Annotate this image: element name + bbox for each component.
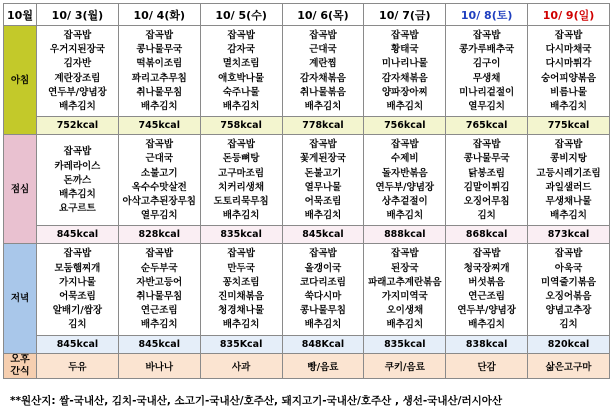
menu-item: 청국장찌개	[463, 262, 510, 274]
menu-item: 자반고등어	[136, 276, 183, 288]
menu-item: 고구마조림	[218, 167, 265, 179]
dinner-menu-cell	[364, 244, 446, 335]
menu-item: 숭어피양볶음	[541, 72, 597, 84]
menu-item: 취나물무침	[136, 291, 183, 303]
snack-cell: 사과	[200, 353, 282, 378]
kcal-cell: 845kcal	[37, 335, 119, 353]
breakfast-menu-cell	[118, 26, 200, 117]
menu-item: 순두부국	[140, 262, 178, 274]
menu-item: 쑥다시마	[304, 291, 342, 303]
menu-item: 잡곡밥	[309, 248, 337, 260]
menu-item: 옥수수맛살전	[131, 181, 187, 193]
menu-item: 배추김치	[550, 101, 587, 113]
dinner-menu-cell	[282, 244, 364, 335]
menu-item: 콩비지탕	[550, 153, 587, 165]
menu-item: 미나리겉절이	[459, 86, 515, 98]
breakfast-kcal-row	[4, 117, 610, 135]
menu-item: 연두부/양념장	[375, 181, 435, 193]
origin-note: **원산지: 쌀-국내산, 김치-국내산, 소고기-국내산/호주산, 돼지고기-국내산/호주산 , 생선-국내산/러시아산	[10, 395, 503, 407]
menu-item: 배추김치	[386, 101, 424, 113]
menu-item: 잡곡밥	[554, 248, 583, 260]
dinner-menu-cell	[37, 244, 119, 335]
menu-item: 김구이	[472, 58, 501, 70]
snack-cell: 바나나	[118, 353, 200, 378]
menu-item: 잡곡밥	[145, 30, 174, 41]
menu-item: 양념고추장	[545, 305, 592, 317]
lunch-menu-cell	[118, 135, 200, 226]
menu-item: 열무김치	[140, 210, 178, 222]
kcal-cell: 775kcal	[528, 117, 610, 135]
menu-item: 계란찜	[309, 58, 337, 70]
menu-item: 잡곡밥	[145, 248, 174, 260]
snack-cell: 빵/음료	[282, 353, 364, 378]
snack-cell: 삶은고구마	[528, 353, 610, 378]
breakfast-menu-cell	[364, 26, 446, 117]
menu-item: 잡곡밥	[472, 139, 501, 151]
menu-item: 잡곡밥	[227, 30, 255, 41]
breakfast-menu-cell	[37, 26, 119, 117]
lunch-label: 점심	[4, 135, 37, 244]
menu-item: 멸치조림	[222, 58, 260, 70]
menu-item: 무생채	[472, 72, 501, 84]
dinner-menu-cell	[118, 244, 200, 335]
menu-item: 김자반	[63, 58, 92, 70]
menu-item: 어묵조림	[59, 291, 96, 303]
menu-item: 청경채나물	[218, 305, 265, 317]
menu-item: 비름나물	[550, 86, 587, 98]
snack-row	[4, 353, 610, 378]
kcal-cell: 765kcal	[446, 117, 528, 135]
day-header: 10/ 7(금)	[364, 4, 446, 26]
weekly-meal-table	[3, 3, 610, 379]
day-header: 10/ 3(월)	[37, 4, 119, 26]
dinner-menu-cell	[446, 244, 528, 335]
menu-item: 어묵조림	[304, 196, 342, 208]
breakfast-menu-row	[4, 26, 610, 117]
menu-item: 수제비	[391, 153, 419, 165]
menu-item: 가지미역국	[381, 291, 428, 303]
lunch-menu-cell	[37, 135, 119, 226]
menu-item: 꽃게된장국	[300, 153, 346, 165]
kcal-cell: 845kcal	[37, 226, 119, 244]
menu-item: 카레라이스	[54, 160, 101, 172]
menu-item: 배추김치	[386, 210, 424, 222]
kcal-cell: 745kcal	[118, 117, 200, 135]
menu-item: 무생채나물	[545, 196, 592, 208]
menu-item: 버섯볶음	[468, 276, 505, 288]
menu-item: 잡곡밥	[472, 248, 501, 260]
menu-item: 잡곡밥	[63, 248, 92, 260]
kcal-cell: 756kcal	[364, 117, 446, 135]
month-label: 10월	[4, 4, 37, 26]
menu-item: 양파장아찌	[381, 86, 428, 98]
menu-item: 배추김치	[140, 101, 178, 113]
day-header: 10/ 6(목)	[282, 4, 364, 26]
menu-item: 잡곡밥	[227, 139, 255, 151]
menu-item: 배추김치	[59, 101, 96, 113]
menu-item: 근대국	[145, 153, 174, 165]
header-row	[4, 4, 610, 26]
menu-item: 고등시레기조림	[536, 167, 601, 179]
menu-item: 배추김치	[304, 319, 342, 331]
menu-item: 배추김치	[468, 319, 505, 331]
menu-item: 숙주나물	[222, 86, 260, 98]
kcal-cell: 845kcal	[118, 335, 200, 353]
menu-item: 연근조림	[468, 291, 505, 303]
menu-item: 잡곡밥	[554, 30, 583, 41]
menu-item: 연근조림	[140, 305, 178, 317]
snack-cell: 두유	[37, 353, 119, 378]
snack-cell: 단감	[446, 353, 528, 378]
lunch-menu-cell	[364, 135, 446, 226]
menu-item: 배추김치	[550, 210, 587, 222]
menu-item: 모둠햄찌개	[54, 262, 101, 274]
menu-item: 진미채볶음	[218, 291, 265, 303]
day-header: 10/ 8(토)	[446, 4, 528, 26]
menu-item: 치커리생채	[218, 181, 265, 193]
menu-item: 배추김치	[140, 319, 178, 331]
menu-item: 김말이튀김	[463, 181, 510, 193]
day-header: 10/ 4(화)	[118, 4, 200, 26]
menu-item: 오이생채	[386, 305, 424, 317]
menu-item: 취나물무침	[136, 86, 183, 98]
menu-item: 코다리조림	[300, 276, 346, 288]
menu-item: 잡곡밥	[391, 248, 419, 260]
menu-item: 잡곡밥	[145, 139, 174, 151]
menu-item: 올갱이국	[304, 262, 342, 274]
menu-item: 돈까스	[63, 174, 92, 186]
menu-item: 잡곡밥	[63, 30, 92, 41]
menu-item: 계란장조림	[54, 72, 101, 84]
menu-item: 미역줄기볶음	[541, 276, 597, 288]
menu-item: 애호박나물	[218, 72, 265, 84]
menu-item: 열무김치	[468, 101, 505, 113]
menu-item: 꽈리고추무침	[131, 72, 187, 84]
kcal-cell: 778kcal	[282, 117, 364, 135]
menu-item: 돌자반볶음	[381, 167, 428, 179]
menu-item: 잡곡밥	[391, 139, 419, 151]
menu-item: 파래고추계란볶음	[368, 276, 442, 288]
kcal-cell: 868kcal	[446, 226, 528, 244]
menu-item: 콩나물무국	[463, 153, 510, 165]
lunch-menu-row	[4, 135, 610, 226]
lunch-menu-cell	[200, 135, 282, 226]
menu-item: 잡곡밥	[227, 248, 255, 260]
dinner-menu-cell	[200, 244, 282, 335]
dinner-menu-cell	[528, 244, 610, 335]
snack-label	[4, 353, 37, 378]
menu-item: 요구르트	[59, 203, 96, 215]
menu-item: 잡곡밥	[554, 139, 583, 151]
menu-item: 소불고기	[140, 167, 178, 179]
menu-item: 배추김치	[59, 188, 96, 200]
menu-item: 떡볶이조림	[136, 58, 183, 70]
menu-item: 닭봉조림	[468, 167, 505, 179]
menu-item: 다시마튀각	[545, 58, 592, 70]
lunch-menu-cell	[528, 135, 610, 226]
breakfast-menu-cell	[528, 26, 610, 117]
kcal-cell: 835kcal	[200, 226, 282, 244]
menu-item: 배추김치	[386, 319, 424, 331]
menu-item: 감자채볶음	[300, 72, 346, 84]
menu-item: 상추겉절이	[381, 196, 428, 208]
menu-item: 오징어무침	[463, 196, 510, 208]
kcal-cell: 835kcal	[364, 335, 446, 353]
menu-item: 미나리나물	[381, 58, 428, 70]
menu-item: 연두부/양념장	[48, 86, 107, 98]
menu-item: 아욱국	[554, 262, 583, 274]
lunch-kcal-row	[4, 226, 610, 244]
menu-item: 감자국	[227, 44, 255, 56]
menu-item: 콩나물무국	[136, 44, 183, 56]
menu-item: 잡곡밥	[309, 30, 337, 41]
menu-item: 콩가루배추국	[459, 44, 515, 56]
breakfast-menu-cell	[200, 26, 282, 117]
menu-item: 잡곡밥	[309, 139, 337, 151]
kcal-cell: 752kcal	[37, 117, 119, 135]
kcal-cell: 820kcal	[528, 335, 610, 353]
menu-item: 돈불고기	[304, 167, 342, 179]
menu-item: 잡곡밥	[63, 146, 92, 158]
menu-item: 다시마채국	[545, 44, 592, 56]
menu-item: 아삭고추된장무침	[122, 196, 196, 208]
dinner-menu-row	[4, 244, 610, 335]
menu-item: 가지나물	[59, 276, 96, 288]
menu-item: 배추김치	[304, 101, 342, 113]
kcal-cell: 828kcal	[118, 226, 200, 244]
menu-item: 배추김치	[304, 210, 342, 222]
menu-item: 된장국	[391, 262, 419, 274]
breakfast-menu-cell	[446, 26, 528, 117]
lunch-menu-cell	[446, 135, 528, 226]
menu-item: 잡곡밥	[472, 30, 501, 41]
kcal-cell: 873kcal	[528, 226, 610, 244]
day-header: 10/ 9(일)	[528, 4, 610, 26]
kcal-cell: 758kcal	[200, 117, 282, 135]
kcal-cell: 838kcal	[446, 335, 528, 353]
menu-item: 김치	[68, 319, 87, 331]
kcal-cell: 845kcal	[282, 226, 364, 244]
menu-item: 감자채볶음	[381, 72, 428, 84]
menu-item: 꽁치조림	[222, 276, 260, 288]
menu-item: 과일샐러드	[545, 181, 592, 193]
dinner-label: 저녁	[4, 244, 37, 353]
menu-item: 황태국	[391, 44, 419, 56]
menu-item: 알배기/쌈장	[52, 305, 103, 317]
menu-item: 돈등뼈탕	[222, 153, 260, 165]
menu-item: 콩나물무침	[300, 305, 346, 317]
menu-item: 우거지된장국	[49, 44, 105, 56]
snack-label-line: 오후	[10, 353, 30, 365]
lunch-menu-cell	[282, 135, 364, 226]
kcal-cell: 835Kcal	[200, 335, 282, 353]
menu-item: 연두부/양념장	[457, 305, 516, 317]
menu-item: 잡곡밥	[391, 30, 419, 41]
menu-item: 열무나물	[304, 181, 342, 193]
menu-item: 근대국	[309, 44, 337, 56]
menu-item: 오징어볶음	[545, 291, 592, 303]
kcal-cell: 848Kcal	[282, 335, 364, 353]
menu-item: 배추김치	[222, 319, 260, 331]
menu-item: 배추김치	[222, 210, 260, 222]
snack-cell: 쿠키/음료	[364, 353, 446, 378]
breakfast-label: 아침	[4, 26, 37, 135]
kcal-cell: 888kcal	[364, 226, 446, 244]
menu-item: 배추김치	[222, 101, 260, 113]
day-header: 10/ 5(수)	[200, 4, 282, 26]
menu-item: 김치	[559, 319, 578, 331]
menu-item: 도토리묵무침	[213, 196, 269, 208]
menu-item: 만두국	[227, 262, 255, 274]
snack-label-line: 간식	[10, 365, 30, 377]
dinner-kcal-row	[4, 335, 610, 353]
menu-item: 김치	[477, 210, 496, 222]
menu-item: 취나물볶음	[300, 86, 346, 98]
breakfast-menu-cell	[282, 26, 364, 117]
